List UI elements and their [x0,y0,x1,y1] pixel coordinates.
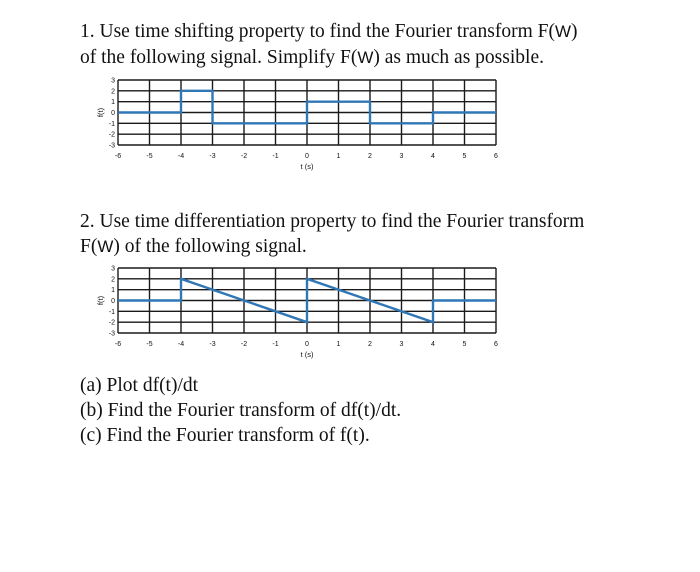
y-tick-label: 1 [111,287,115,295]
problem-2-line-2-start: F( [80,236,98,257]
x-tick-label: -5 [146,341,153,348]
y-tick-label: -1 [108,308,115,316]
x-tick-label: 4 [431,153,435,160]
y-tick-label: -3 [108,330,115,338]
signal-line [118,279,496,322]
part-c: (c) Find the Fourier transform of f(t). [80,425,370,446]
x-tick-label: 5 [462,153,467,160]
x-tick-label: -1 [272,153,279,160]
x-tick-label: -3 [209,153,216,160]
x-tick-label: 5 [462,341,467,348]
x-tick-label: 2 [368,153,372,160]
x-tick-label: -6 [114,341,122,348]
y-tick-label: -1 [108,120,115,128]
y-axis-label: f(t) [96,107,105,118]
signal-plot-2 [96,263,508,378]
problem-1-line-1-end: ) [571,21,578,42]
x-tick-label: -6 [114,153,122,160]
problem-2-line-2-text: ) of the following signal. [113,236,307,257]
x-tick-label: 6 [494,341,498,348]
y-tick-label: 1 [111,99,115,107]
omega-symbol: W [97,237,114,256]
y-tick-label: -3 [108,142,115,150]
x-tick-label: -3 [209,341,216,348]
x-tick-label: -4 [177,341,185,348]
problem-2-line-2 [80,234,307,260]
x-tick-label: 3 [399,341,404,348]
y-tick-label: 0 [111,298,115,305]
x-tick-label: 3 [399,153,404,160]
x-tick-label: 0 [305,341,309,348]
x-tick-label: -2 [240,341,248,348]
y-tick-label: 2 [111,276,115,284]
problem-2-line-1: 2. Use time differentiation property to find the Fourier transform [80,211,585,232]
part-b: (b) Find the Fourier transform of df(t)/dt. [80,400,402,421]
y-tick-label: -2 [108,131,115,139]
x-tick-label: -1 [272,341,279,348]
x-axis-label: t (s) [300,350,314,359]
signal-plot-1 [96,75,508,190]
problem-1-line-1-text: 1. Use time shifting property to find the Fourier transform F( [80,21,555,42]
omega-symbol: W [357,48,374,67]
x-tick-label: 2 [368,341,372,348]
omega-symbol: W [554,22,572,41]
problem-1-line-2-text: of the following signal. Simplify F( [80,47,358,68]
x-tick-label: 1 [336,341,341,348]
y-axis-label: f(t) [96,295,105,306]
y-tick-label: 0 [111,110,115,117]
y-tick-label: 3 [111,265,115,273]
x-tick-label: -4 [177,153,185,160]
problem-1-line-2 [80,45,544,71]
x-tick-label: 0 [305,153,309,160]
y-tick-label: 2 [111,88,115,96]
problem-1-line-1 [80,19,578,45]
x-tick-label: 4 [431,341,435,348]
problem-1-line-2-end: ) as much as possible. [373,47,544,68]
y-tick-label: -2 [108,319,115,327]
x-tick-label: -2 [240,153,248,160]
y-tick-label: 3 [111,77,115,85]
part-a: (a) Plot df(t)/dt [80,375,199,396]
x-axis-label: t (s) [300,162,314,171]
x-tick-label: -5 [146,153,153,160]
x-tick-label: 6 [494,153,498,160]
x-tick-label: 1 [336,153,341,160]
